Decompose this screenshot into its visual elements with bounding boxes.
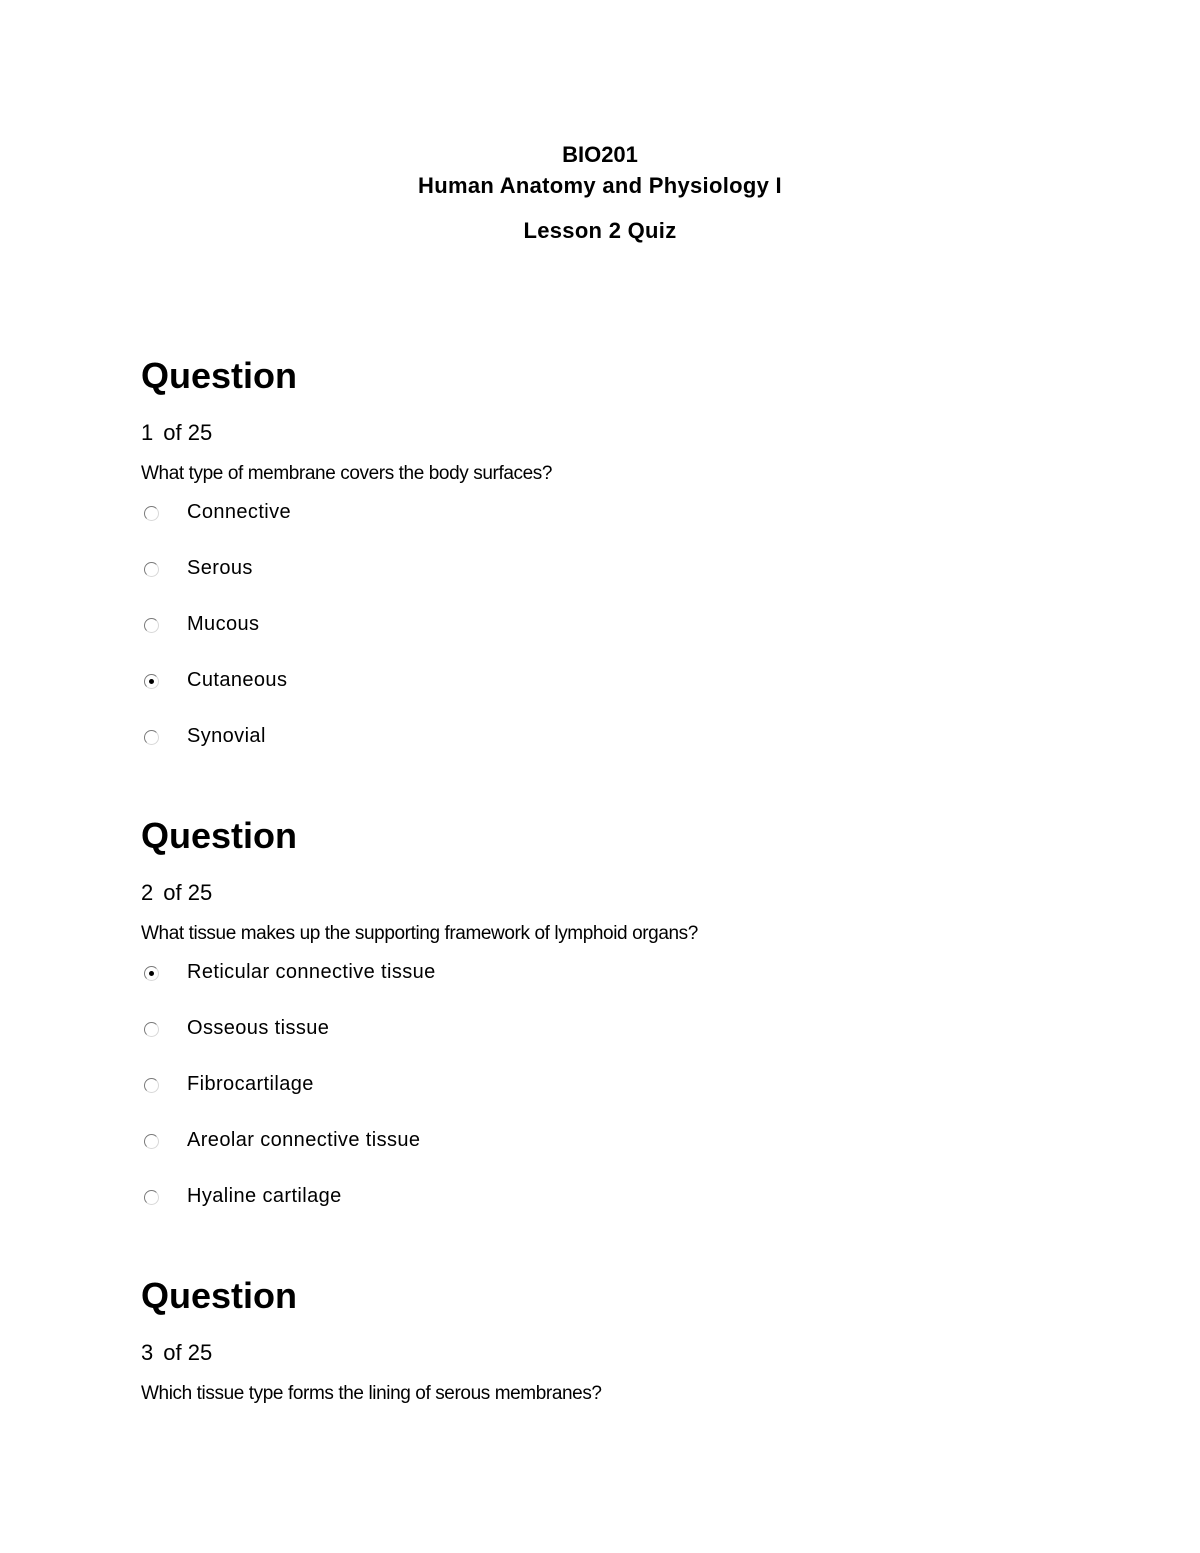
question-heading: Question	[141, 815, 298, 856]
option-label[interactable]: Osseous tissue	[187, 1017, 330, 1039]
question-number: 1	[141, 420, 154, 445]
question-number: 3	[141, 1340, 154, 1365]
radio-button-selected[interactable]	[144, 674, 159, 689]
radio-button-selected[interactable]	[144, 966, 159, 981]
radio-button[interactable]	[144, 1190, 159, 1205]
answer-options	[141, 962, 1041, 1242]
question-total: of 25	[163, 420, 213, 445]
answer-option[interactable]	[141, 558, 1041, 614]
question-2	[141, 815, 1101, 1207]
radio-button[interactable]	[144, 1078, 159, 1093]
radio-button[interactable]	[144, 562, 159, 577]
answer-option[interactable]	[141, 1130, 1041, 1186]
radio-button[interactable]	[144, 618, 159, 633]
question-heading: Question	[141, 355, 298, 396]
radio-button[interactable]	[144, 1022, 159, 1037]
question-total: of 25	[163, 880, 213, 905]
question-text: What tissue makes up the supporting framework of lymphoid organs?	[141, 923, 698, 944]
question-counter	[141, 880, 212, 906]
answer-option[interactable]	[141, 1186, 1041, 1242]
answer-option[interactable]	[141, 962, 1041, 1018]
answer-option[interactable]	[141, 670, 1041, 726]
radio-button[interactable]	[144, 730, 159, 745]
question-total: of 25	[163, 1340, 213, 1365]
option-label[interactable]: Connective	[187, 501, 292, 523]
course-title: Human Anatomy and Physiology I	[418, 173, 782, 198]
radio-button[interactable]	[144, 1134, 159, 1149]
answer-option[interactable]	[141, 726, 1041, 782]
question-counter	[141, 1340, 212, 1366]
answer-option[interactable]	[141, 1074, 1041, 1130]
option-label[interactable]: Fibrocartilage	[187, 1073, 314, 1095]
option-label[interactable]: Hyaline cartilage	[187, 1185, 342, 1207]
question-text: Which tissue type forms the lining of serous membranes?	[141, 1383, 602, 1404]
answer-option[interactable]	[141, 1018, 1041, 1074]
option-label[interactable]: Serous	[187, 557, 253, 579]
question-number: 2	[141, 880, 154, 905]
answer-option[interactable]	[141, 614, 1041, 670]
question-text: What type of membrane covers the body surfaces?	[141, 463, 553, 484]
option-label[interactable]: Mucous	[187, 613, 260, 635]
question-3	[141, 1275, 1101, 1404]
option-label[interactable]: Cutaneous	[187, 669, 288, 691]
course-code: BIO201	[562, 142, 638, 167]
question-counter	[141, 420, 212, 446]
question-heading: Question	[141, 1275, 298, 1316]
radio-button[interactable]	[144, 506, 159, 521]
quiz-title: Lesson 2 Quiz	[523, 218, 677, 243]
question-1	[141, 355, 1101, 747]
answer-option[interactable]	[141, 502, 1041, 558]
option-label[interactable]: Reticular connective tissue	[187, 961, 436, 983]
option-label[interactable]: Areolar connective tissue	[187, 1129, 421, 1151]
answer-options	[141, 502, 1041, 782]
option-label[interactable]: Synovial	[187, 725, 266, 747]
